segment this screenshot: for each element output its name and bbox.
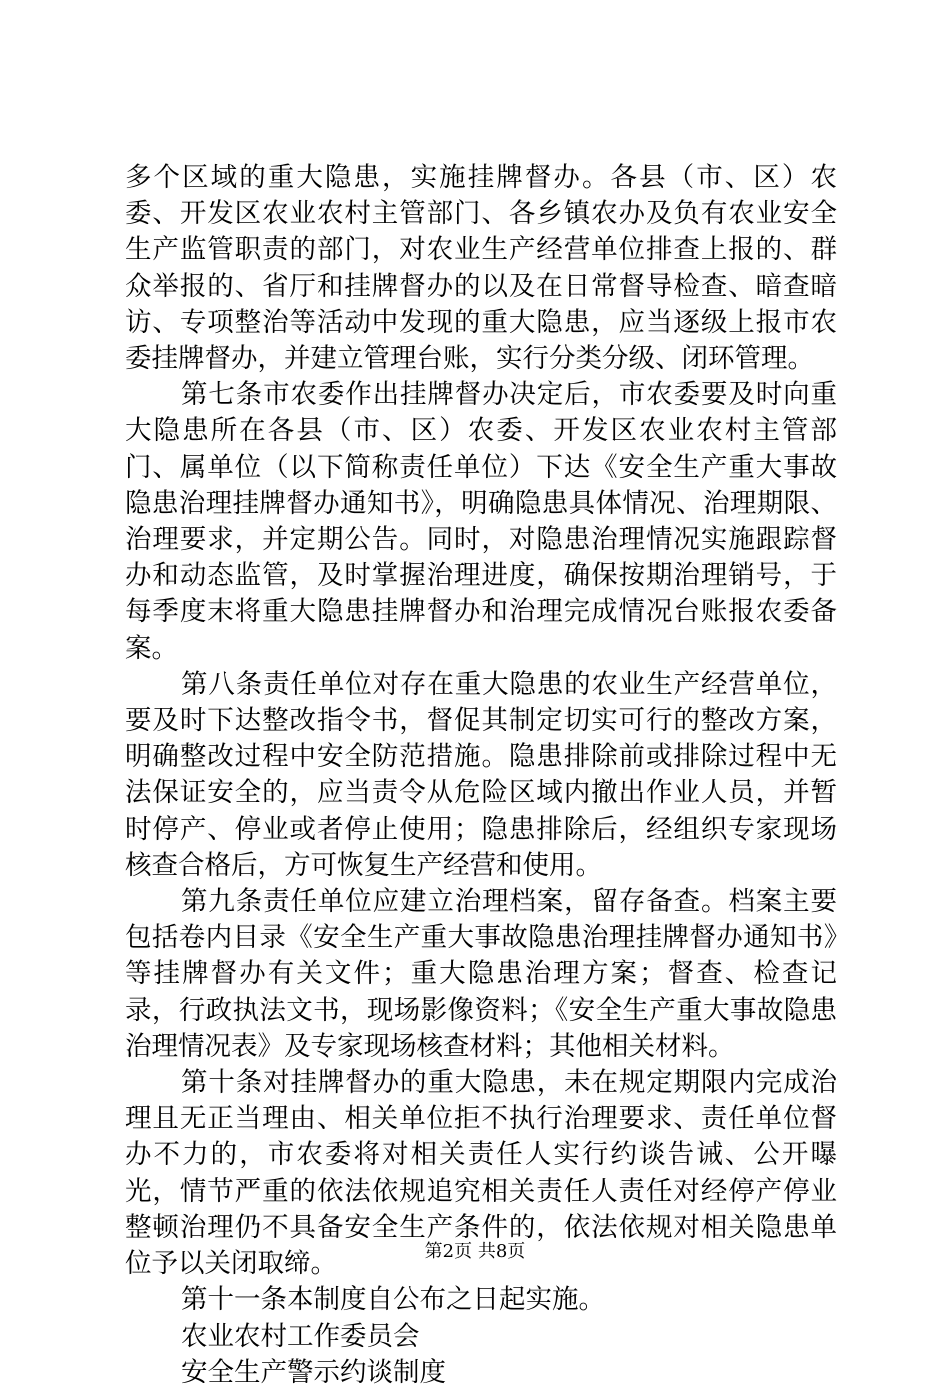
paragraph-article-7: 第七条市农委作出挂牌督办决定后，市农委要及时向重大隐患所在各县（市、区）农委、开发区农业农村主管部门、属单位（以下简称责任单位）下达《安全生产重大事故隐患治理挂牌督办通知书》，明确隐患具体情况、治理期限、治理要求，并定期公告。同时，对隐患治理情况实施跟踪督办和动态监管，及时掌握治理进度，确保按期治理销号，于每季度末将重大隐患挂牌督办和治理完成情况台账报农委备案。	[125, 379, 837, 664]
issuer-name: 农业农村工作委员会	[181, 1320, 420, 1352]
document-body	[125, 160, 837, 1391]
paragraph-article-11: 第十一条本制度自公布之日起实施。	[181, 1284, 605, 1316]
page-number-footer: 第2页 共8页	[424, 1241, 526, 1262]
paragraph-continuation: 多个区域的重大隐患，实施挂牌督办。各县（市、区）农委、开发区农业农村主管部门、各乡镇农办及负有农业安全生产监管职责的部门，对农业生产经营单位排查上报的、群众举报的、省厅和挂牌督办的以及在日常督导检查、暗查暗访、专项整治等活动中发现的重大隐患，应当逐级上报市农委挂牌督办，并建立管理台账，实行分类分级、闭环管理。	[125, 162, 837, 375]
next-section-title: 安全生产警示约谈制度	[181, 1356, 446, 1388]
paragraph-article-10: 第十条对挂牌督办的重大隐患，未在规定期限内完成治理且无正当理由、相关单位拒不执行治理要求、责任单位督办不力的，市农委将对相关责任人实行约谈告诫、公开曝光，情节严重的依法依规追究相关责任人责任对经停产停业整顿治理仍不具备安全生产条件的，依法依规对相关隐患单位予以关闭取缔。	[125, 1067, 837, 1280]
paragraph-article-8: 第八条责任单位对存在重大隐患的农业生产经营单位，要及时下达整改指令书，督促其制定切实可行的整改方案，明确整改过程中安全防范措施。隐患排除前或排除过程中无法保证安全的，应当责令从危险区域内撤出作业人员，并暂时停产、停业或者停止使用；隐患排除后，经组织专家现场核查合格后，方可恢复生产经营和使用。	[125, 668, 837, 881]
paragraph-article-9: 第九条责任单位应建立治理档案，留存备查。档案主要包括卷内目录《安全生产重大事故隐患治理挂牌督办通知书》等挂牌督办有关文件；重大隐患治理方案；督查、检查记录，行政执法文书，现场影像资料；《安全生产重大事故隐患治理情况表》及专家现场核查材料；其他相关材料。	[125, 886, 837, 1062]
